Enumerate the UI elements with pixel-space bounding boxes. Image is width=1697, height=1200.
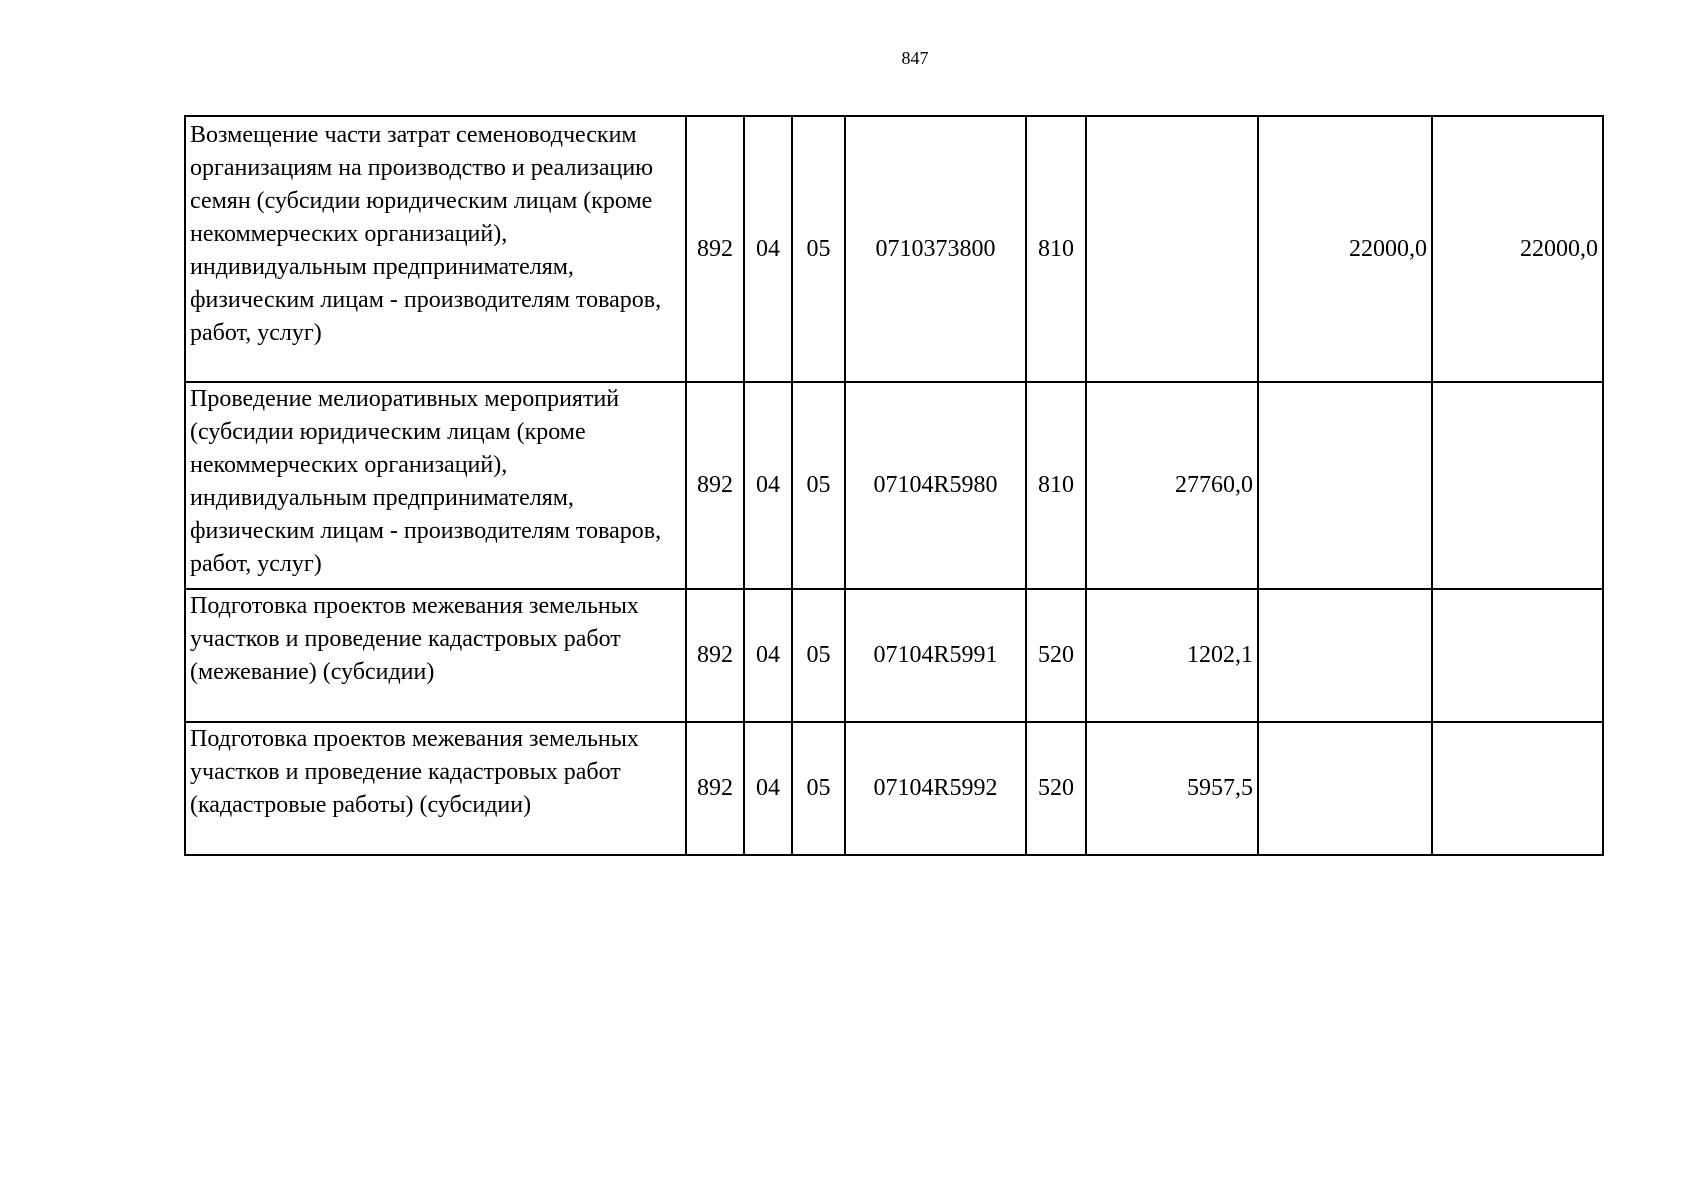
expense-type-cell: 810 <box>1026 382 1086 589</box>
table-row <box>185 382 1603 589</box>
target-article-cell: 07104R5980 <box>845 382 1026 589</box>
section-code-cell: 04 <box>744 116 792 382</box>
target-article-cell: 0710373800 <box>845 116 1026 382</box>
page-number: 847 <box>901 48 929 68</box>
ministry-code-cell: 892 <box>686 116 744 382</box>
subsection-code-cell: 05 <box>792 722 845 855</box>
row-name-cell: Подготовка проектов межевания земельных участков и проведение кадастровых работ (межевание) (субсидии) <box>185 589 686 722</box>
amount-3-cell <box>1432 589 1603 722</box>
section-code-cell: 04 <box>744 722 792 855</box>
table-row <box>185 722 1603 855</box>
ministry-code-cell: 892 <box>686 589 744 722</box>
amount-2-cell <box>1258 589 1432 722</box>
row-name-cell: Проведение мелиоративных мероприятий (субсидии юридическим лицам (кроме некоммерческих организаций), индивидуальным предпринимателям, физическим лицам - производителям товаров, работ, услуг) <box>185 382 686 589</box>
table-row <box>185 116 1603 382</box>
subsection-code-cell: 05 <box>792 589 845 722</box>
ministry-code-cell: 892 <box>686 382 744 589</box>
amount-1-cell: 1202,1 <box>1086 589 1258 722</box>
subsection-code-cell: 05 <box>792 382 845 589</box>
amount-3-cell <box>1432 722 1603 855</box>
expense-type-cell: 810 <box>1026 116 1086 382</box>
expense-type-cell: 520 <box>1026 722 1086 855</box>
table-row <box>185 589 1603 722</box>
amount-3-cell <box>1432 382 1603 589</box>
subsection-code-cell: 05 <box>792 116 845 382</box>
amount-2-cell <box>1258 722 1432 855</box>
budget-table <box>184 115 1604 856</box>
amount-1-cell: 27760,0 <box>1086 382 1258 589</box>
amount-3-cell: 22000,0 <box>1432 116 1603 382</box>
amount-1-cell <box>1086 116 1258 382</box>
target-article-cell: 07104R5992 <box>845 722 1026 855</box>
target-article-cell: 07104R5991 <box>845 589 1026 722</box>
amount-2-cell: 22000,0 <box>1258 116 1432 382</box>
expense-type-cell: 520 <box>1026 589 1086 722</box>
amount-1-cell: 5957,5 <box>1086 722 1258 855</box>
section-code-cell: 04 <box>744 382 792 589</box>
section-code-cell: 04 <box>744 589 792 722</box>
ministry-code-cell: 892 <box>686 722 744 855</box>
amount-2-cell <box>1258 382 1432 589</box>
row-name-cell: Возмещение части затрат семеноводческим организациям на производство и реализацию семян (субсидии юридическим лицам (кроме некоммерческих организаций), индивидуальным предпринимателям, физическим лицам - производителям товаров, работ, услуг) <box>185 116 686 382</box>
row-name-cell: Подготовка проектов межевания земельных участков и проведение кадастровых работ (кадастровые работы) (субсидии) <box>185 722 686 855</box>
